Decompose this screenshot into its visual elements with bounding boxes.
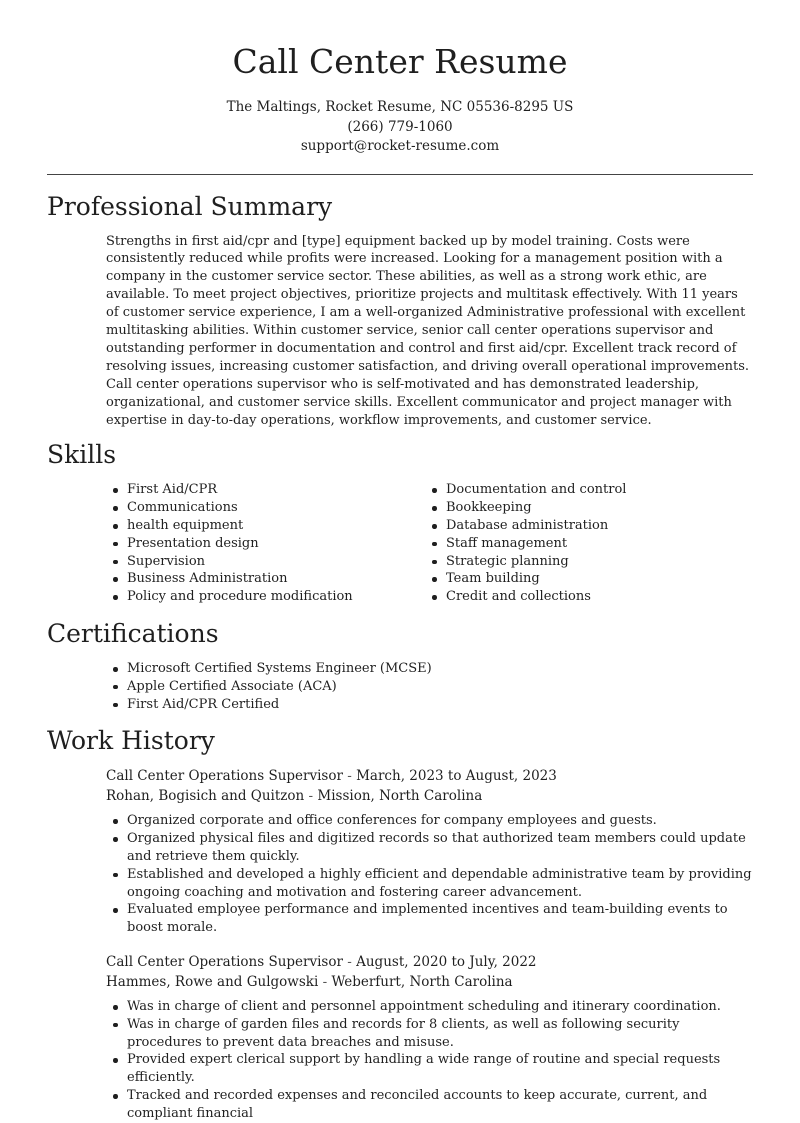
skill-item: Business Administration	[127, 570, 425, 588]
skill-item: First Aid/CPR	[127, 481, 425, 499]
skill-item: Bookkeeping	[446, 499, 744, 517]
job-dates: March, 2023 to August, 2023	[356, 768, 557, 785]
skill-item: Credit and collections	[446, 588, 744, 606]
skill-item: Presentation design	[127, 535, 425, 553]
skill-item: Documentation and control	[446, 481, 744, 499]
skills-column-left	[106, 481, 425, 606]
skills-column-right	[425, 481, 744, 606]
job-company: Rohan, Bogisich and Quitzon	[106, 787, 305, 804]
job-bullet: Was in charge of client and personnel appointment scheduling and itinerary coordination.	[127, 998, 753, 1016]
job-title-line	[106, 767, 753, 787]
contact-address: The Maltings, Rocket Resume, NC 05536-8295 US	[226, 99, 574, 115]
separator: -	[322, 973, 328, 990]
skill-item: Team building	[446, 570, 744, 588]
work-history-section	[47, 725, 753, 1122]
separator: -	[308, 787, 314, 804]
certifications-title: Certifications	[47, 619, 219, 649]
job-bullet: Provided expert clerical support by handling a wide range of routine and special requests efficiently.	[127, 1051, 753, 1087]
job-bullet: Organized corporate and office conferences for company employees and guests.	[127, 812, 753, 830]
skills-title: Skills	[47, 440, 117, 470]
skill-item: Communications	[127, 499, 425, 517]
job-bullet: Evaluated employee performance and implemented incentives and team-building events to boost morale.	[127, 901, 753, 937]
summary-section	[47, 191, 753, 430]
job-bullet: Established and developed a highly efficient and dependable administrative team by providing ongoing coaching and motivation and fostering career advancement.	[127, 866, 752, 900]
skill-item: health equipment	[127, 517, 425, 535]
summary-title: Professional Summary	[47, 191, 333, 221]
job-bullet: Was in charge of garden files and records for 8 clients, as well as following security procedures to prevent data breaches and misuse.	[127, 1016, 753, 1052]
skill-item: Supervision	[127, 553, 425, 571]
summary-text: Strengths in first aid/cpr and [type] equipment backed up by model training. Costs were consistently reduced while profits were increased. Looking for a management position with a company in the customer service sector. These abilities, as well as a strong work ethic, are available. To meet project objectives, prioritize projects and multitask effectively. With 11 years of customer service experience, I am a well-organized Administrative professional with excellent multitasking abilities. Within customer service, senior call center operations supervisor and outstanding performer in documentation and control and first aid/cpr. Excellent track record of resolving issues, increasing customer satisfaction, and driving overall operational improvements. Call center operations supervisor who is self-motivated and has demonstrated leadership, organizational, and customer service skills. Excellent communicator and project manager with expertise in day-to-day operations, workflow improvements, and customer service.	[106, 233, 750, 428]
certifications-section	[47, 618, 753, 713]
work-history-title: Work History	[47, 726, 215, 756]
resume-header	[47, 40, 753, 157]
job-entry	[47, 953, 753, 1123]
contact-phone: (266) 779-1060	[347, 118, 453, 135]
job-bullet: Tracked and recorded expenses and reconciled accounts to keep accurate, current, and compliant financial	[127, 1087, 753, 1123]
job-title: Call Center Operations Supervisor	[106, 768, 343, 785]
job-title: Call Center Operations Supervisor	[106, 954, 343, 971]
certification-item: Microsoft Certified Systems Engineer (MCSE)	[127, 660, 753, 678]
job-dates: August, 2020 to July, 2022	[356, 954, 537, 971]
job-company: Hammes, Rowe and Gulgowski	[106, 973, 319, 990]
skills-section	[47, 439, 753, 606]
resume-name: Call Center Resume	[232, 42, 568, 81]
certification-item: Apple Certified Associate (ACA)	[127, 678, 753, 696]
header-divider	[47, 174, 753, 175]
job-bullet: Organized physical files and digitized records so that authorized team members could update and retrieve them quickly.	[127, 830, 753, 866]
job-location: Mission, North Carolina	[317, 787, 483, 804]
separator: -	[347, 768, 352, 785]
certification-item: First Aid/CPR Certified	[127, 696, 753, 714]
job-title-line	[106, 953, 753, 973]
skill-item: Strategic planning	[446, 553, 744, 571]
job-entry	[47, 767, 753, 937]
skill-item: Database administration	[446, 517, 744, 535]
separator: -	[347, 954, 352, 971]
job-location: Weberfurt, North Carolina	[331, 973, 513, 990]
contact-email: support@rocket-resume.com	[300, 138, 500, 154]
skill-item: Staff management	[446, 535, 744, 553]
skill-item: Policy and procedure modification	[127, 588, 425, 606]
job-company-line	[106, 973, 753, 993]
job-company-line	[106, 787, 753, 807]
